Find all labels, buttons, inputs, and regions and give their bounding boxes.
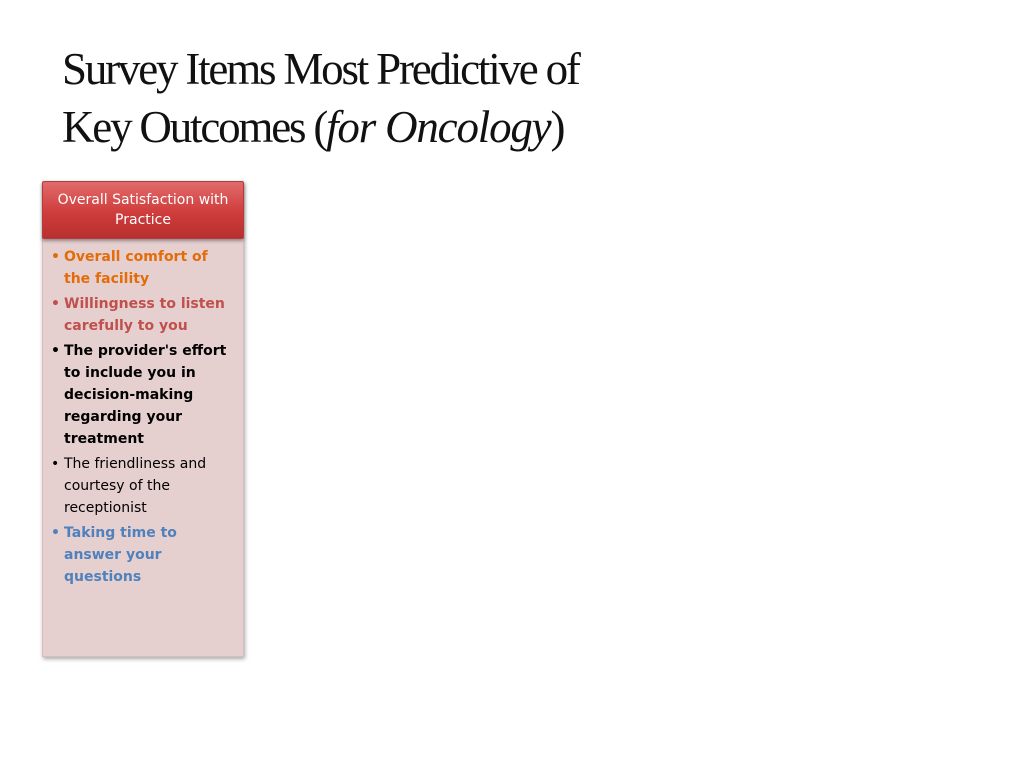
- title-line-2-italic: for Oncology: [326, 102, 551, 152]
- title-line-2-end: ): [550, 102, 564, 152]
- bullet-text: Willingness to listen carefully to you: [64, 296, 225, 334]
- bullet-item: [51, 453, 237, 519]
- bullet-text: The provider's effort to include you in decision-making regarding your treatment: [64, 343, 227, 447]
- bullet-item: [51, 522, 237, 588]
- bullet-icon: •: [51, 456, 60, 472]
- title-line-2: [62, 98, 579, 156]
- bullet-icon: •: [51, 525, 60, 541]
- card-body: [42, 237, 244, 657]
- bullet-text: The friendliness and courtesy of the receptionist: [64, 456, 207, 516]
- bullet-text: Taking time to answer your questions: [64, 525, 177, 585]
- title-line-2-main: Key Outcomes (: [62, 102, 327, 152]
- bullet-icon: •: [51, 343, 60, 359]
- slide-title: [62, 40, 579, 156]
- bullet-item: [51, 340, 237, 450]
- bullet-icon: •: [51, 249, 60, 265]
- card-header: Overall Satisfaction with Practice: [42, 181, 244, 239]
- satisfaction-card: [42, 181, 244, 657]
- bullet-list: [43, 238, 243, 588]
- title-line-1: Survey Items Most Predictive of: [62, 44, 579, 94]
- bullet-text: Overall comfort of the facility: [64, 249, 208, 287]
- bullet-icon: •: [51, 296, 60, 312]
- bullet-item: [51, 246, 237, 290]
- bullet-item: [51, 293, 237, 337]
